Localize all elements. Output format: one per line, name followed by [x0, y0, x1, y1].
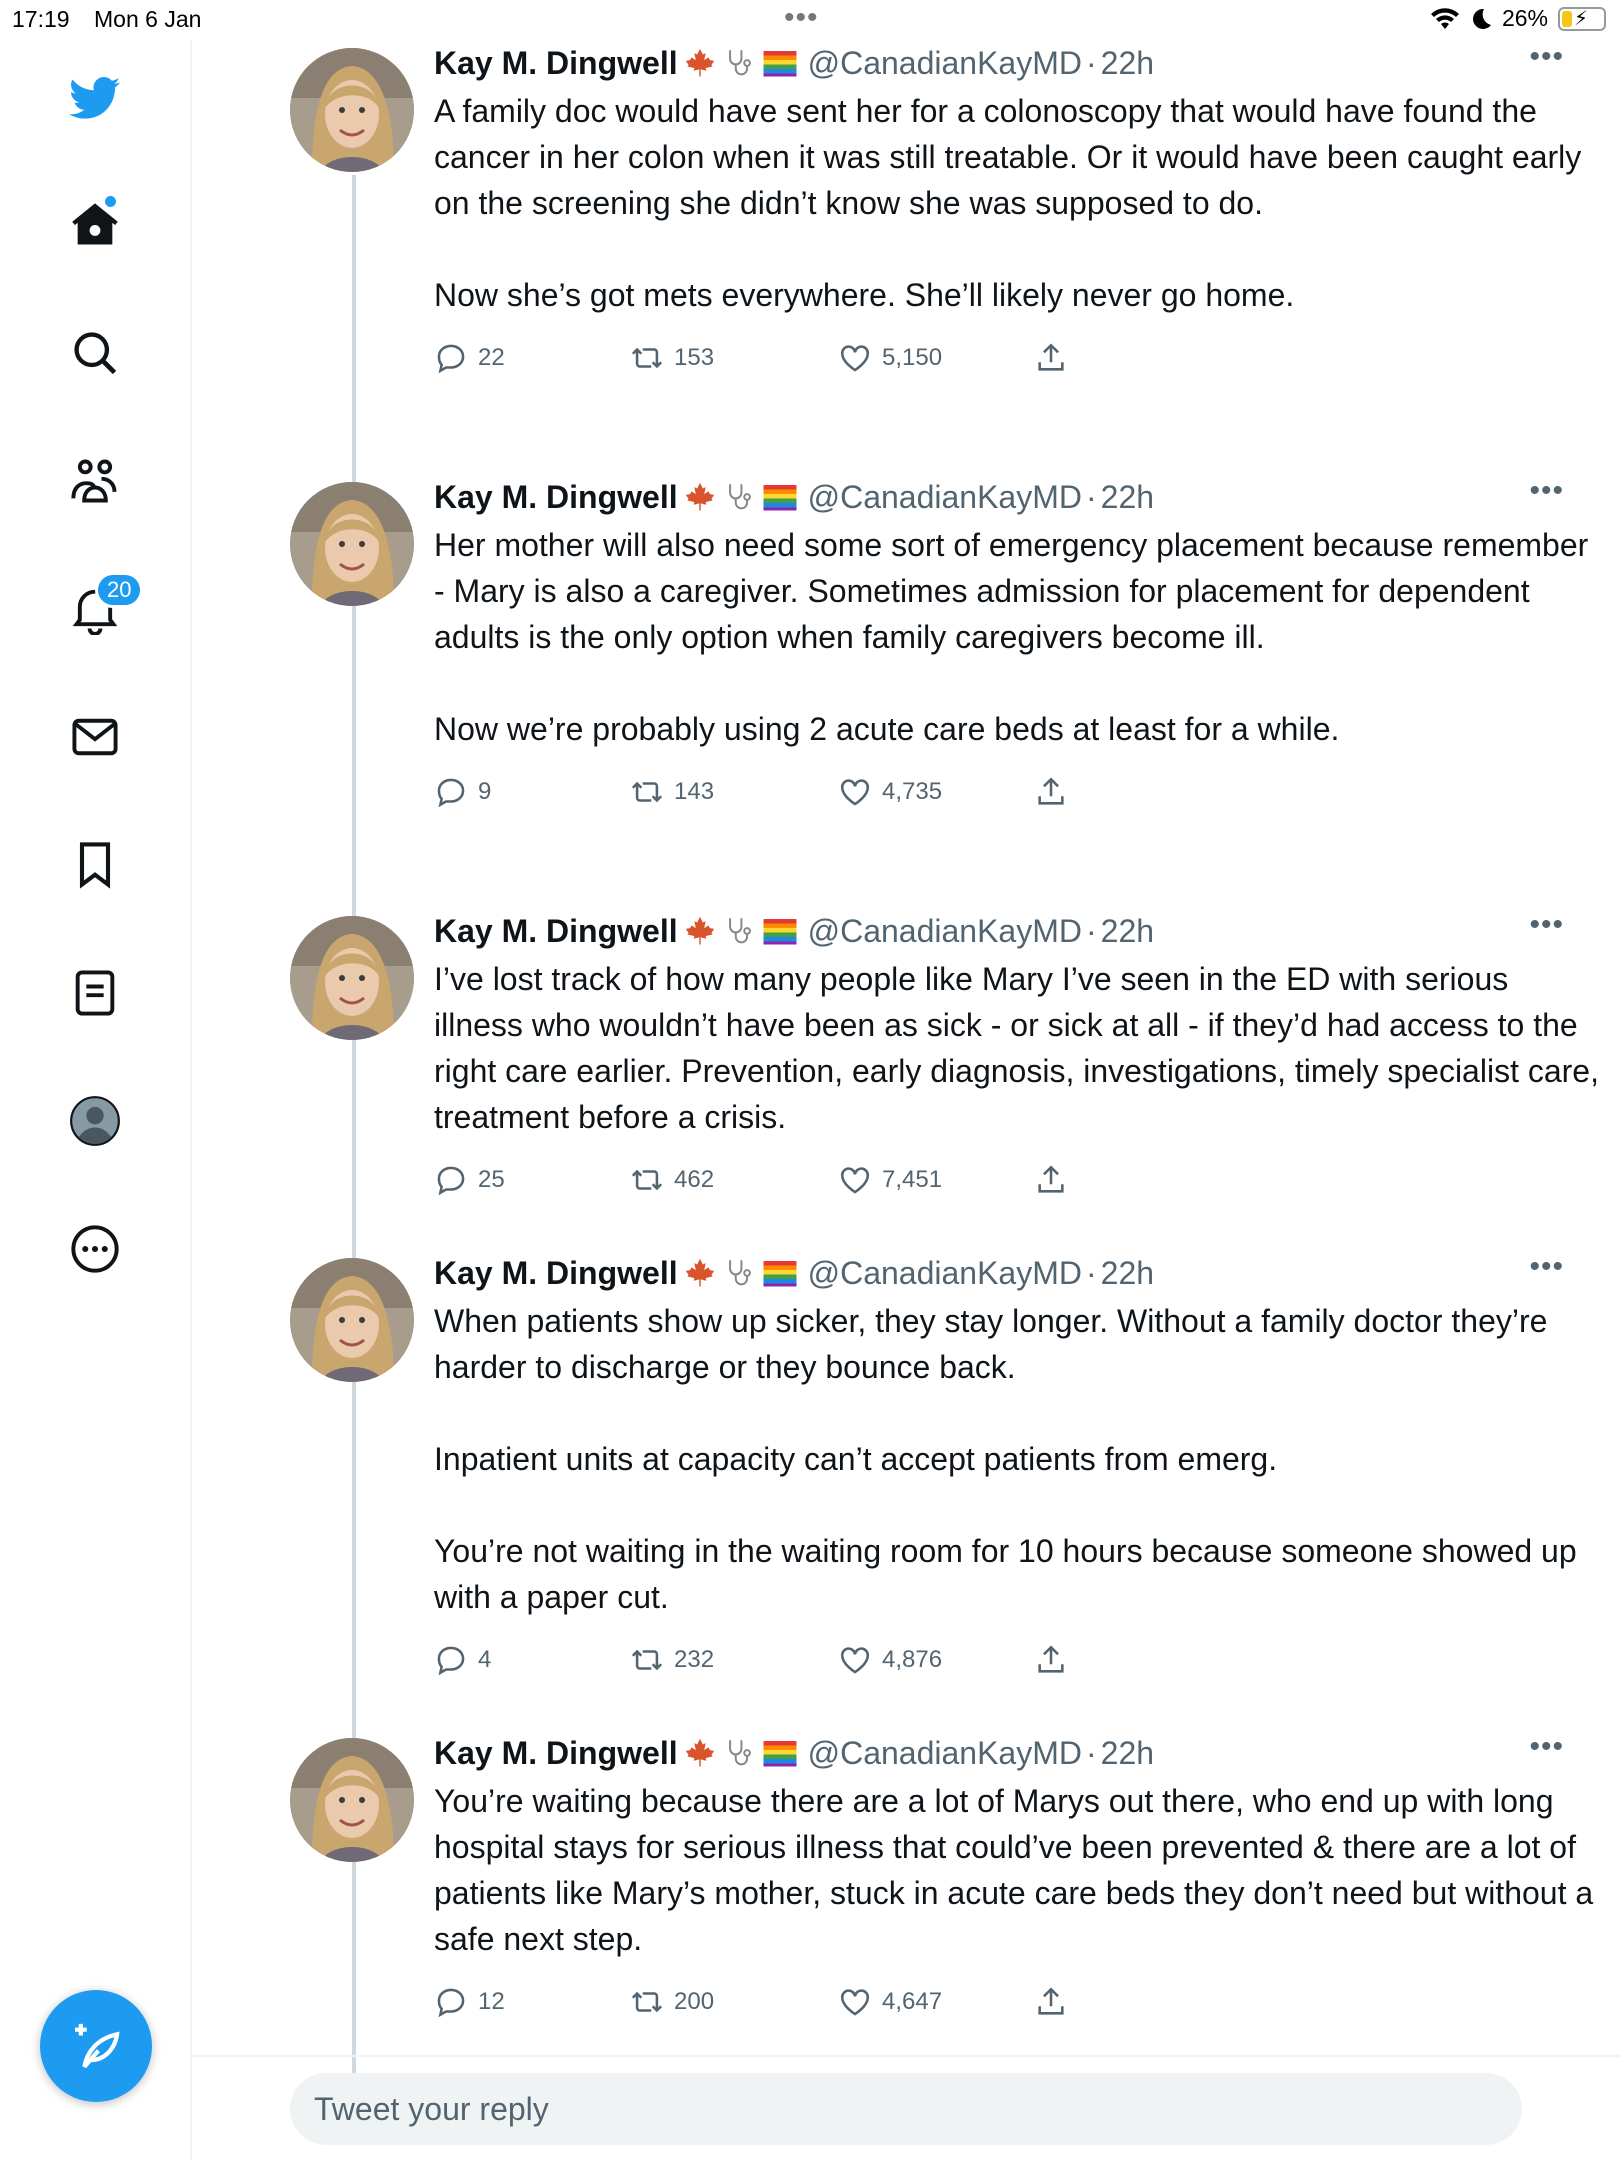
tweet-body	[434, 474, 1600, 820]
twitter-logo-icon[interactable]	[50, 52, 140, 142]
reply-icon	[434, 775, 468, 809]
stethoscope-icon	[722, 480, 758, 514]
rainbow-flag-icon	[762, 48, 798, 78]
like-count: 7,451	[882, 1166, 943, 1193]
name-emojis	[682, 1736, 798, 1770]
bookmarks-icon[interactable]	[50, 820, 140, 910]
avatar[interactable]	[290, 916, 414, 1040]
status-date: Mon 6 Jan	[94, 6, 202, 32]
tweet-actions	[434, 330, 1600, 386]
battery-fill	[1562, 11, 1572, 27]
sidebar	[0, 40, 192, 2160]
tweet-body	[434, 1250, 1600, 1688]
tweet-text: Her mother will also need some sort of emergency placement because remember - Mary is also a caregiver. Sometimes admission for placement for dependent adults is the only option when family caregivers become ill. Now we’re probably using 2 acute care beds at least for a while.	[434, 527, 1589, 747]
heart-icon	[838, 1643, 872, 1677]
retweet-count: 153	[674, 344, 715, 371]
reply-bar	[192, 2055, 1620, 2160]
like-button[interactable]	[838, 775, 1034, 809]
like-count: 4,876	[882, 1646, 943, 1673]
like-count: 4,735	[882, 778, 943, 805]
share-icon	[1034, 341, 1068, 375]
share-button[interactable]	[1034, 341, 1068, 375]
tweet-reply-input[interactable]	[290, 2073, 1522, 2145]
heart-icon	[838, 775, 872, 809]
reply-icon	[434, 1163, 468, 1197]
header-separator: ·	[1085, 1254, 1097, 1291]
search-icon[interactable]	[50, 308, 140, 398]
tweet-body	[434, 1730, 1603, 2030]
retweet-count: 143	[674, 778, 715, 805]
name-emojis	[682, 480, 798, 514]
maple-leaf-icon	[682, 1736, 718, 1770]
rainbow-flag-icon	[762, 1258, 798, 1288]
thread	[192, 40, 1620, 2040]
retweet-icon	[630, 1985, 664, 2019]
tweet-header	[434, 474, 1600, 520]
tweet-body	[434, 908, 1608, 1208]
header-separator: ·	[1085, 44, 1097, 81]
tweet-text: I’ve lost track of how many people like Mary I’ve seen in the ED with serious illness who wouldn’t have been as sick - or sick at all - if they’d had access to the right care earlier. Prevention, early diagnosis, investigations, timely specialist care, treatment before a crisis.	[434, 961, 1608, 1135]
like-button[interactable]	[838, 1985, 1034, 2019]
heart-icon	[838, 341, 872, 375]
tweet-text: You’re waiting because there are a lot of Marys out there, who end up with long hospital stays for serious illness that could’ve been prevented & there are a lot of patients like Mary’s mother, stuck in acute care beds they don’t need but without a safe next step.	[434, 1783, 1603, 1957]
stethoscope-icon	[722, 1736, 758, 1770]
header-separator: ·	[1085, 1734, 1097, 1771]
stethoscope-icon	[722, 46, 758, 80]
like-button[interactable]	[838, 341, 1034, 375]
tweet-actions	[434, 764, 1600, 820]
retweet-icon	[630, 1643, 664, 1677]
like-button[interactable]	[838, 1643, 1034, 1677]
retweet-button[interactable]	[630, 775, 838, 809]
retweet-button[interactable]	[630, 341, 838, 375]
tweet-actions	[434, 1632, 1600, 1688]
stethoscope-icon	[722, 1256, 758, 1290]
reply-icon	[434, 1643, 468, 1677]
tweet-time[interactable]: 22h	[1100, 1734, 1155, 1771]
communities-icon[interactable]	[50, 436, 140, 526]
charging-bolt-icon: ⚡	[1574, 7, 1589, 30]
tweet-actions	[434, 1152, 1600, 1208]
name-emojis	[682, 914, 798, 948]
tweet-body	[434, 40, 1600, 386]
author-handle[interactable]: @CanadianKayMD	[807, 1254, 1082, 1291]
retweet-button[interactable]	[630, 1985, 838, 2019]
share-button[interactable]	[1034, 775, 1068, 809]
tweet-time[interactable]: 22h	[1100, 1254, 1155, 1291]
tweet-time[interactable]: 22h	[1100, 44, 1155, 81]
reply-count: 12	[478, 1988, 505, 2015]
tweet-header	[434, 1730, 1600, 1776]
rainbow-flag-icon	[762, 1738, 798, 1768]
header-separator: ·	[1085, 912, 1097, 949]
avatar[interactable]	[290, 1258, 414, 1382]
author-name[interactable]: Kay M. Dingwell	[434, 44, 678, 81]
tweet-header	[434, 1250, 1600, 1296]
lists-icon[interactable]	[50, 948, 140, 1038]
retweet-icon	[630, 341, 664, 375]
home-icon[interactable]	[50, 180, 140, 270]
reply-button[interactable]	[434, 1643, 630, 1677]
multitasking-dots-icon[interactable]: •••	[784, 1, 819, 34]
status-time: 17:19	[12, 6, 70, 32]
reply-count: 4	[478, 1646, 492, 1673]
heart-icon	[838, 1985, 872, 2019]
battery-icon	[1558, 7, 1606, 31]
reply-count: 9	[478, 778, 492, 805]
notifications-bell-icon[interactable]	[50, 564, 140, 654]
tweet-text: A family doc would have sent her for a colonoscopy that would have found the cancer in her colon when it was still treatable. Or it would have been caught early on the screening she didn’t know she was supposed to do. Now she’s got mets everywhere. She’ll likely never go home.	[434, 93, 1582, 313]
home-new-dot	[105, 196, 116, 207]
author-name[interactable]: Kay M. Dingwell	[434, 1734, 678, 1771]
author-handle[interactable]: @CanadianKayMD	[807, 1734, 1082, 1771]
compose-tweet-button[interactable]	[40, 1990, 152, 2102]
avatar[interactable]	[290, 48, 414, 172]
reply-count: 22	[478, 344, 505, 371]
tweet-actions	[434, 1974, 1600, 2030]
tweet-header	[434, 40, 1600, 86]
notifications-badge: 20	[95, 572, 143, 608]
reply-count: 25	[478, 1166, 505, 1193]
like-count: 5,150	[882, 344, 943, 371]
like-count: 4,647	[882, 1988, 943, 2015]
share-button[interactable]	[1034, 1985, 1068, 2019]
status-bar	[0, 0, 1620, 40]
author-handle[interactable]: @CanadianKayMD	[807, 912, 1082, 949]
share-icon	[1034, 1985, 1068, 2019]
like-button[interactable]	[838, 1163, 1034, 1197]
rainbow-flag-icon	[762, 482, 798, 512]
moon-icon	[1470, 7, 1492, 31]
tweet-more-icon[interactable]: •••	[1529, 1250, 1564, 1283]
battery-percent: 26%	[1501, 5, 1548, 31]
author-name[interactable]: Kay M. Dingwell	[434, 478, 678, 515]
retweet-button[interactable]	[630, 1163, 838, 1197]
share-button[interactable]	[1034, 1643, 1068, 1677]
share-button[interactable]	[1034, 1163, 1068, 1197]
stethoscope-icon	[722, 914, 758, 948]
avatar[interactable]	[290, 1738, 414, 1862]
retweet-icon	[630, 1163, 664, 1197]
author-name[interactable]: Kay M. Dingwell	[434, 912, 678, 949]
heart-icon	[838, 1163, 872, 1197]
reply-button[interactable]	[434, 341, 630, 375]
author-name[interactable]: Kay M. Dingwell	[434, 1254, 678, 1291]
reply-icon	[434, 341, 468, 375]
header-separator: ·	[1085, 478, 1097, 515]
rainbow-flag-icon	[762, 916, 798, 946]
name-emojis	[682, 46, 798, 80]
author-handle[interactable]: @CanadianKayMD	[807, 478, 1082, 515]
maple-leaf-icon	[682, 1256, 718, 1290]
tweet-text: When patients show up sicker, they stay longer. Without a family doctor they’re harder to discharge or they bounce back. Inpatient units at capacity can’t accept patients from emerg. You’re not waiting in the waiting room for 10 hours because someone showed up with a paper cut.	[434, 1303, 1577, 1615]
share-icon	[1034, 1643, 1068, 1677]
name-emojis	[682, 1256, 798, 1290]
retweet-count: 200	[674, 1988, 715, 2015]
tweet-more-icon[interactable]: •••	[1529, 40, 1564, 73]
tweet-more-icon[interactable]: •••	[1529, 1730, 1564, 1763]
share-icon	[1034, 1163, 1068, 1197]
tweet-more-icon[interactable]: •••	[1529, 908, 1564, 941]
more-options-icon[interactable]	[50, 1204, 140, 1294]
reply-button[interactable]	[434, 1985, 630, 2019]
tweet-header	[434, 908, 1600, 954]
maple-leaf-icon	[682, 914, 718, 948]
tweet-time[interactable]: 22h	[1100, 912, 1155, 949]
retweet-count: 462	[674, 1166, 715, 1193]
reply-button[interactable]	[434, 1163, 630, 1197]
maple-leaf-icon	[682, 46, 718, 80]
retweet-button[interactable]	[630, 1643, 838, 1677]
retweet-count: 232	[674, 1646, 715, 1673]
reply-button[interactable]	[434, 775, 630, 809]
compose-feather-icon	[68, 2018, 124, 2074]
author-handle[interactable]: @CanadianKayMD	[807, 44, 1082, 81]
tweet-time[interactable]: 22h	[1100, 478, 1155, 515]
tweet-more-icon[interactable]: •••	[1529, 474, 1564, 507]
reply-icon	[434, 1985, 468, 2019]
retweet-icon	[630, 775, 664, 809]
share-icon	[1034, 775, 1068, 809]
profile-avatar-icon[interactable]	[50, 1076, 140, 1166]
status-right	[1430, 5, 1606, 32]
wifi-icon	[1430, 7, 1460, 31]
messages-icon[interactable]	[50, 692, 140, 782]
maple-leaf-icon	[682, 480, 718, 514]
avatar[interactable]	[290, 482, 414, 606]
